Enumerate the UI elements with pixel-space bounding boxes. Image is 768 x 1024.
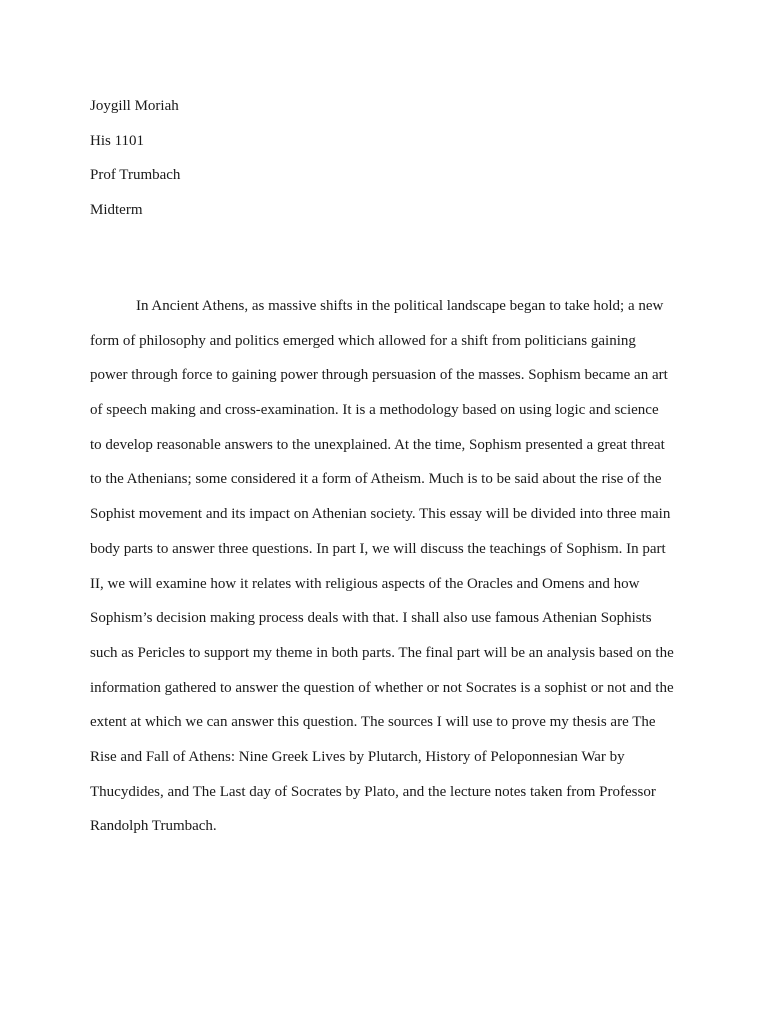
paragraph-line: Randolph Trumbach. xyxy=(90,818,217,835)
paragraph-line: Sophism’s decision making process deals with that. I shall also use famous Athenian Sophists xyxy=(90,610,652,627)
paragraph-line: such as Pericles to support my theme in both parts. The final part will be an analysis based on the xyxy=(90,644,674,661)
essay-paragraph xyxy=(90,289,690,844)
paragraph-line: Rise and Fall of Athens: Nine Greek Lives by Plutarch, History of Peloponnesian War by xyxy=(90,748,625,765)
paragraph-line: body parts to answer three questions. In part I, we will discuss the teachings of Sophism. In part xyxy=(90,540,666,557)
paragraph-line: extent at which we can answer this question. The sources I will use to prove my thesis are The xyxy=(90,714,656,731)
paragraph-line: Sophist movement and its impact on Athenian society. This essay will be divided into three main xyxy=(90,506,671,523)
course-code: His 1101 xyxy=(90,132,145,149)
professor-name: Prof Trumbach xyxy=(90,167,181,184)
header-block xyxy=(90,89,590,228)
paragraph-line: of speech making and cross-examination. It is a methodology based on using logic and science xyxy=(90,402,659,419)
paragraph-line: II, we will examine how it relates with religious aspects of the Oracles and Omens and how xyxy=(90,575,640,592)
paragraph-line: to develop reasonable answers to the unexplained. At the time, Sophism presented a great threat xyxy=(90,436,665,453)
paragraph-line: power through force to gaining power through persuasion of the masses. Sophism became an art xyxy=(90,367,668,384)
paragraph-line: form of philosophy and politics emerged which allowed for a shift from politicians gaining xyxy=(90,332,636,349)
paragraph-line: information gathered to answer the question of whether or not Socrates is a sophist or not and the xyxy=(90,679,674,696)
assignment-title: Midterm xyxy=(90,202,143,219)
paragraph-line: Thucydides, and The Last day of Socrates by Plato, and the lecture notes taken from Professor xyxy=(90,783,656,800)
student-name: Joygill Moriah xyxy=(90,98,179,114)
paragraph-line: In Ancient Athens, as massive shifts in the political landscape began to take hold; a new xyxy=(136,298,664,314)
paragraph-line: to the Athenians; some considered it a form of Atheism. Much is to be said about the rise of the xyxy=(90,471,662,488)
